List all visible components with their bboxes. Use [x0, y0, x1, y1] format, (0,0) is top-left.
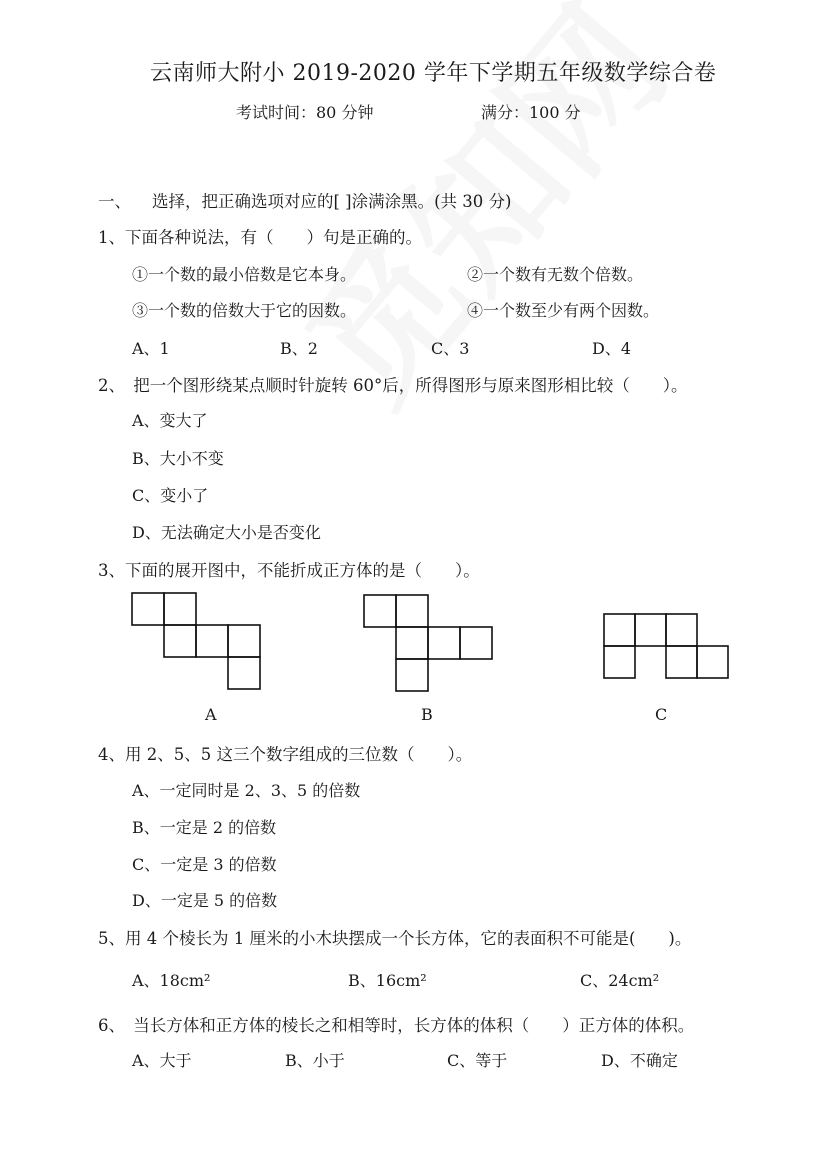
net-label-b: B	[421, 705, 433, 724]
cube-net-a	[130, 591, 262, 693]
q5-option-b: B、16cm²	[348, 971, 427, 990]
q6-option-b: B、小于	[285, 1051, 345, 1070]
question-1-stem: 1、下面各种说法，有（ ）句是正确的。	[98, 228, 422, 247]
q4-option-d: D、一定是 5 的倍数	[132, 891, 278, 910]
q2-option-b: B、大小不变	[132, 449, 224, 468]
page-title: 云南师大附小 2019-2020 学年下学期五年级数学综合卷	[150, 61, 717, 86]
q4-option-c: C、一定是 3 的倍数	[132, 855, 277, 874]
q1-option-b: B、2	[280, 339, 318, 358]
exam-time: 考试时间：80 分钟	[236, 103, 374, 122]
net-label-a: A	[205, 705, 217, 724]
q1-statement-1: ①一个数的最小倍数是它本身。	[132, 265, 357, 284]
cube-net-c	[602, 612, 732, 680]
question-2-stem: 2、 把一个图形绕某点顺时针旋转 60°后，所得图形与原来图形相比较（ ）。	[98, 376, 688, 395]
question-6-stem: 6、 当长方体和正方体的棱长之和相等时，长方体的体积（ ）正方体的体积。	[98, 1016, 695, 1035]
cube-net-b	[362, 593, 494, 693]
q6-option-c: C、等于	[447, 1051, 508, 1070]
question-3-stem: 3、下面的展开图中，不能折成正方体的是（ ）。	[98, 561, 480, 580]
q6-option-a: A、大于	[132, 1051, 192, 1070]
q4-option-a: A、一定同时是 2、3、5 的倍数	[132, 781, 361, 800]
q4-option-b: B、一定是 2 的倍数	[132, 818, 277, 837]
q1-statement-2: ②一个数有无数个倍数。	[467, 265, 644, 284]
q1-option-c: C、3	[431, 339, 470, 358]
q5-option-a: A、18cm²	[132, 971, 211, 990]
q6-option-d: D、不确定	[601, 1051, 678, 1070]
q1-option-d: D、4	[592, 339, 632, 358]
net-label-c: C	[655, 705, 668, 724]
section-number: 一、	[98, 192, 131, 211]
full-score: 满分：100 分	[481, 103, 581, 122]
question-5-stem: 5、用 4 个棱长为 1 厘米的小木块摆成一个长方体，它的表面积不可能是( )。	[98, 929, 692, 948]
q2-option-a: A、变大了	[132, 411, 208, 430]
question-4-stem: 4、用 2、5、5 这三个数字组成的三位数（ ）。	[98, 745, 473, 764]
q1-statement-4: ④一个数至少有两个因数。	[467, 301, 660, 320]
q1-option-a: A、1	[132, 339, 170, 358]
q2-option-c: C、变小了	[132, 486, 209, 505]
section-heading: 选择，把正确选项对应的[ ]涂满涂黑。(共 30 分)	[152, 192, 512, 211]
q1-statement-3: ③一个数的倍数大于它的因数。	[132, 301, 357, 320]
q5-option-c: C、24cm²	[580, 971, 660, 990]
q2-option-d: D、无法确定大小是否变化	[132, 523, 321, 542]
